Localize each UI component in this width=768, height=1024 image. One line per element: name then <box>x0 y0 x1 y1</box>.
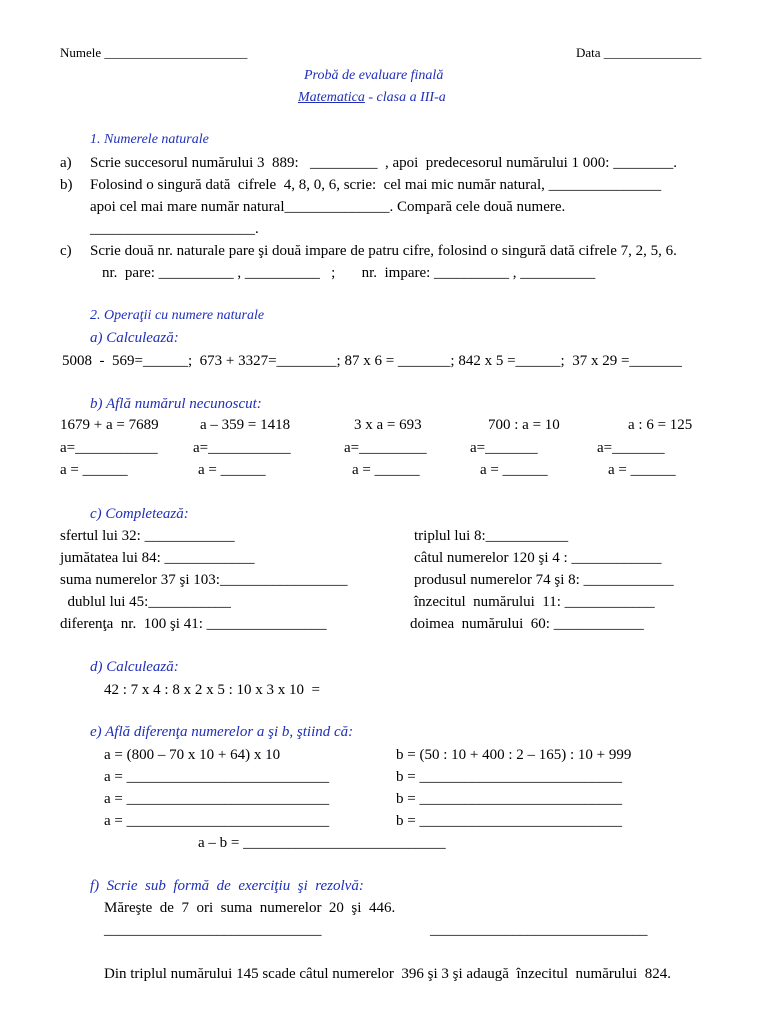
s2d-line: 42 : 7 x 4 : 8 x 2 x 5 : 10 x 3 x 10 = <box>104 682 320 698</box>
s2e-b-line: b = ___________________________ <box>396 791 622 807</box>
s2b-eq: 3 x a = 693 <box>354 417 422 433</box>
s2b-answer: a = ______ <box>608 462 676 478</box>
s2b-answer: a=_______ <box>470 440 538 456</box>
s2f-text1: Măreşte de 7 ori suma numerelor 20 şi 446. <box>104 900 396 916</box>
s2b-answer: a = ______ <box>198 462 266 478</box>
s2a-heading: a) Calculează: <box>90 330 179 346</box>
section2-heading: 2. Operaţii cu numere naturale <box>90 308 265 323</box>
item-c-text: Scrie două nr. naturale pare şi două impare de patru cifre, folosind o singură dată cifrele 7, 2, 5, 6. <box>90 243 677 259</box>
s2f-blank: _____________________________ <box>104 922 322 938</box>
s2c-right-item: câtul numerelor 120 şi 4 : ____________ <box>414 550 662 566</box>
section1-heading: 1. Numerele naturale <box>90 132 209 147</box>
item-b-text2: apoi cel mai mare număr natural______________. Compară cele două numere. <box>90 199 566 215</box>
item-b-text: Folosind o singură dată cifrele 4, 8, 0, 6, scrie: cel mai mic număr natural, _______________ <box>90 177 662 193</box>
s2e-b-expr: b = (50 : 10 + 400 : 2 – 165) : 10 + 999 <box>396 747 632 763</box>
s2b-answer: a = ______ <box>352 462 420 478</box>
s2e-a-line: a = ___________________________ <box>104 769 330 785</box>
s2b-heading: b) Află numărul necunoscut: <box>90 396 262 412</box>
s2a-line: 5008 - 569=______; 673 + 3327=________; 87 x 6 = _______; 842 x 5 =______; 37 x 29 =_______ <box>62 353 682 369</box>
s2e-heading: e) Află diferenţa numerelor a şi b, ştiind că: <box>90 724 354 740</box>
s2c-left-item: diferenţa nr. 100 şi 41: ________________ <box>60 616 327 632</box>
item-a-text: Scrie succesorul numărului 3 889: _________ , apoi predecesorul numărului 1 000: ________. <box>90 155 677 171</box>
s2b-answer: a=_______ <box>597 440 665 456</box>
s2b-eq: a : 6 = 125 <box>628 417 693 433</box>
s2c-right-item: produsul numerelor 74 şi 8: ____________ <box>414 572 674 588</box>
s2f-text2: Din triplul numărului 145 scade câtul numerelor 396 şi 3 şi adaugă înzecitul numărului 824. <box>104 966 671 982</box>
item-a-letter: a) <box>60 155 72 171</box>
s2c-right-item: înzecitul numărului 11: ____________ <box>414 594 655 610</box>
s2b-eq: 1679 + a = 7689 <box>60 417 159 433</box>
s2f-heading: f) Scrie sub formă de exerciţiu şi rezolvă: <box>90 878 364 894</box>
s2b-answer: a = ______ <box>60 462 128 478</box>
s2c-right-item: doimea numărului 60: ____________ <box>410 616 644 632</box>
s2e-diff-line: a – b = ___________________________ <box>198 835 446 851</box>
s2b-answer: a=___________ <box>193 440 291 456</box>
name-field: Numele ______________________ <box>60 45 248 60</box>
s2f-blank: _____________________________ <box>430 922 648 938</box>
s2b-eq: a – 359 = 1418 <box>200 417 291 433</box>
s2c-left-item: jumătatea lui 84: ____________ <box>60 550 255 566</box>
s2d-heading: d) Calculează: <box>90 659 179 675</box>
page-title: Probă de evaluare finală <box>304 68 444 83</box>
s2b-eq: 700 : a = 10 <box>488 417 560 433</box>
s2c-left-item: suma numerelor 37 şi 103:_________________ <box>60 572 348 588</box>
item-b-letter: b) <box>60 177 73 193</box>
date-field: Data _______________ <box>576 45 702 60</box>
s2c-left-item: dublul lui 45:___________ <box>60 594 231 610</box>
s2c-heading: c) Completează: <box>90 506 189 522</box>
s2b-answer: a=_________ <box>344 440 427 456</box>
s2e-b-line: b = ___________________________ <box>396 769 622 785</box>
s2c-right-item: triplul lui 8:___________ <box>414 528 569 544</box>
s2c-left-item: sfertul lui 32: ____________ <box>60 528 235 544</box>
page-subtitle <box>298 90 446 106</box>
s2e-a-expr: a = (800 – 70 x 10 + 64) x 10 <box>104 747 281 763</box>
s2e-a-line: a = ___________________________ <box>104 813 330 829</box>
item-c-text2: nr. pare: __________ , __________ ; nr. impare: __________ , __________ <box>102 265 596 281</box>
class-level: - clasa a III-a <box>364 90 446 105</box>
s2b-answer: a=___________ <box>60 440 158 456</box>
item-c-letter: c) <box>60 243 72 259</box>
s2e-a-line: a = ___________________________ <box>104 791 330 807</box>
subject-name: Matematica <box>298 90 365 105</box>
item-b-text3: ______________________. <box>90 221 259 237</box>
s2e-b-line: b = ___________________________ <box>396 813 622 829</box>
s2b-answer: a = ______ <box>480 462 548 478</box>
